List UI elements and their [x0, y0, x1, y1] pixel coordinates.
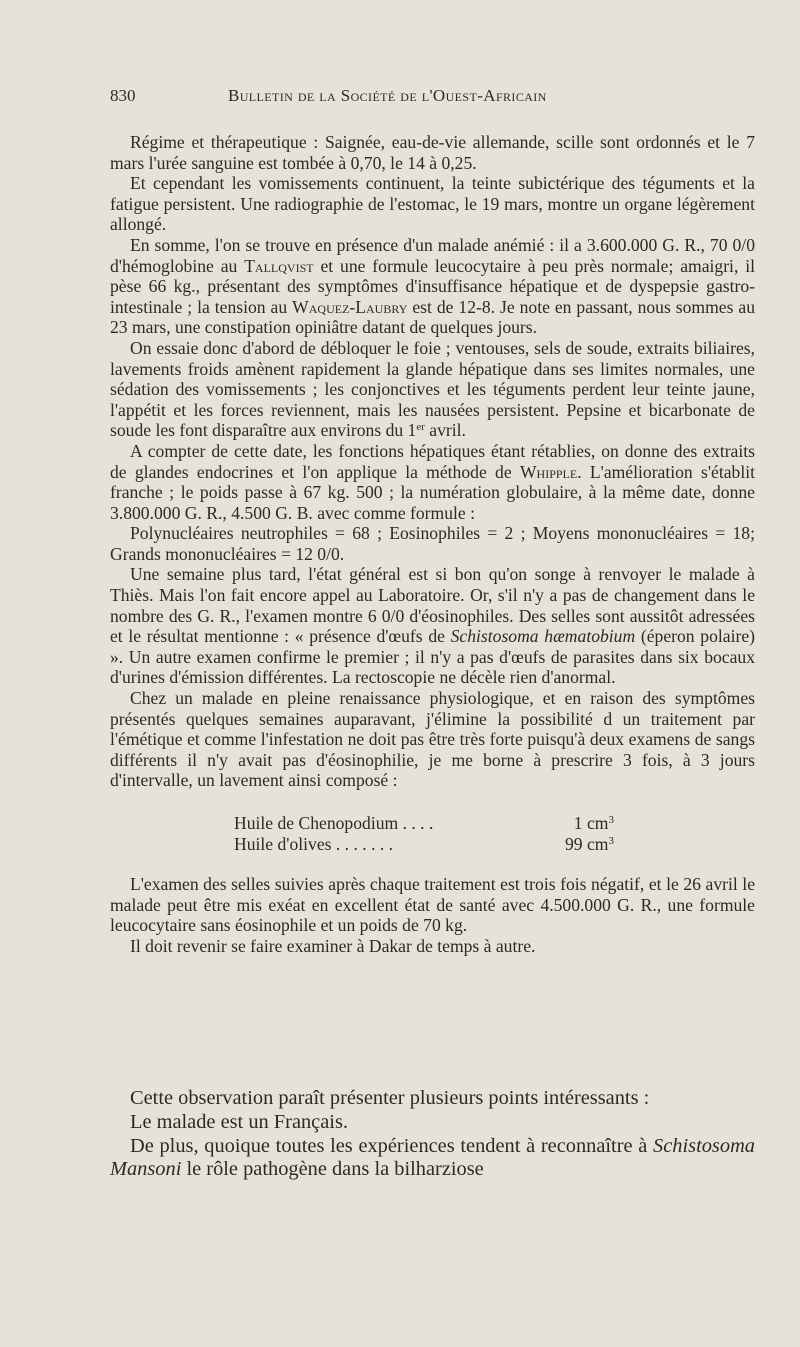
paragraph: Une semaine plus tard, l'état général est si bon qu'on songe à renvoyer le malade à Thiès. Mais l'on fait encore appel au Laboratoire. Or, s'il n'y a pas de changement dans le nombre des G. R., l'examen montre 6 0/0 d'éosinophiles. Des selles sont aussitôt adressées et le résultat mentionne : « présence d'œufs de Schistosoma hæmatobium (éperon polaire) ». Un autre examen confirme le premier ; il n'y a pas d'œufs de parasites dans six bocaux d'urines d'émission différentes. La rectoscopie ne décèle rien d'anormal.: [110, 564, 755, 688]
running-title: Bulletin de la Société de l'Ouest-Africain: [228, 86, 547, 105]
paragraph: A compter de cette date, les fonctions hépatiques étant rétablies, on donne des extraits de glandes endocrines et l'on applique la méthode de Whipple. L'amélioration s'établit franche ; le poids passe à 67 kg. 500 ; la numération globulaire, à la même date, donne 3.800.000 G. R., 4.500 G. B. avec comme formule :: [110, 440, 755, 523]
paragraph: De plus, quoique toutes les expériences tendent à reconnaître à Schistosoma Mansoni le rôle pathogène dans la bilharziose: [110, 1134, 755, 1181]
paragraph: L'examen des selles suivies après chaque traitement est trois fois négatif, et le 26 avril le malade peut être mis exéat en excellent état de santé avec 4.500.000 G. R., une formule leucocytaire sans éosinophile et un poids de 70 kg.: [110, 874, 755, 936]
body-text: [110, 132, 755, 957]
page-number: 830: [110, 86, 136, 105]
paragraph: Cette observation paraît présenter plusieurs points intéressants :: [130, 1087, 650, 1109]
paragraph: Polynucléaires neutrophiles = 68 ; Eosinophiles = 2 ; Moyens mononucléaires = 18; Grands mononucléaires = 12 0/0.: [110, 523, 755, 564]
recipe-table: [234, 813, 614, 854]
recipe-row: Huile d'olives . . . . . . . 99 $cm^3$: [234, 833, 614, 854]
paragraph: Il doit revenir se faire examiner à Dakar de temps à autre.: [130, 935, 536, 956]
paragraph: Et cependant les vomissements continuent, la teinte subictérique des téguments et la fatigue persistent. Une radiographie de l'estomac, le 19 mars, montre un organe légèrement allongé.: [110, 173, 755, 235]
paragraph: Le malade est un Français.: [130, 1110, 348, 1133]
large-text: [110, 1087, 755, 1182]
paragraph: Chez un malade en pleine renaissance physiologique, et en raison des symptômes présentés quelques semaines auparavant, j'élimine la possibilité d un traitement par l'émétique et comme l'infestation ne doit pas être très forte puisqu'à deux examens de sangs différents il n'y avait pas d'éosinophilie, je me borne à prescrire 3 fois, à 3 jours d'intervalle, un lavement ainsi composé :: [110, 688, 755, 791]
author-name: Waquez-Laubry: [292, 296, 408, 317]
author-name: Tallqvist: [244, 255, 314, 276]
paragraph: Régime et thérapeutique : Saignée, eau-de-vie allemande, scille sont ordonnés et le 7 mars l'urée sanguine est tombée à 0,70, le 14 à 0,25.: [110, 132, 755, 173]
paragraph: En somme, l'on se trouve en présence d'un malade anémié : il a 3.600.000 G. R., 70 0/0 d'hémoglobine au Tallqvist et une formule leucocytaire à peu près normale; amaigri, il pèse 66 kg., présentant des symptômes d'insuffisance hépatique et de dyspepsie gastro-intestinale ; la tension au Waquez-Laubry est de 12-8. Je note en passant, nous sommes au 23 mars, une constipation opiniâtre datant de quelques jours.: [110, 234, 756, 338]
species-name: Schistosoma hæmatobium: [450, 626, 636, 647]
recipe-row: Huile de Chenopodium . . . . 1 $cm^3$: [234, 813, 614, 833]
species-name: Schistosoma Mansoni: [110, 1134, 755, 1181]
paragraph: On essaie donc d'abord de débloquer le foie ; ventouses, sels de soude, extraits biliaires, lavements froids amènent rapidement la glande hépatique dans ses limites normales, une sédation des vomissements ; les conjonctives et les téguments perdent leur teinte jaune, l'appétit et les forces reviennent, mais les nausées persistent. Pepsine et bicarbonate de soude les font disparaître aux environs du 1er avril.: [110, 337, 755, 441]
author-name: Whipple: [519, 461, 578, 482]
